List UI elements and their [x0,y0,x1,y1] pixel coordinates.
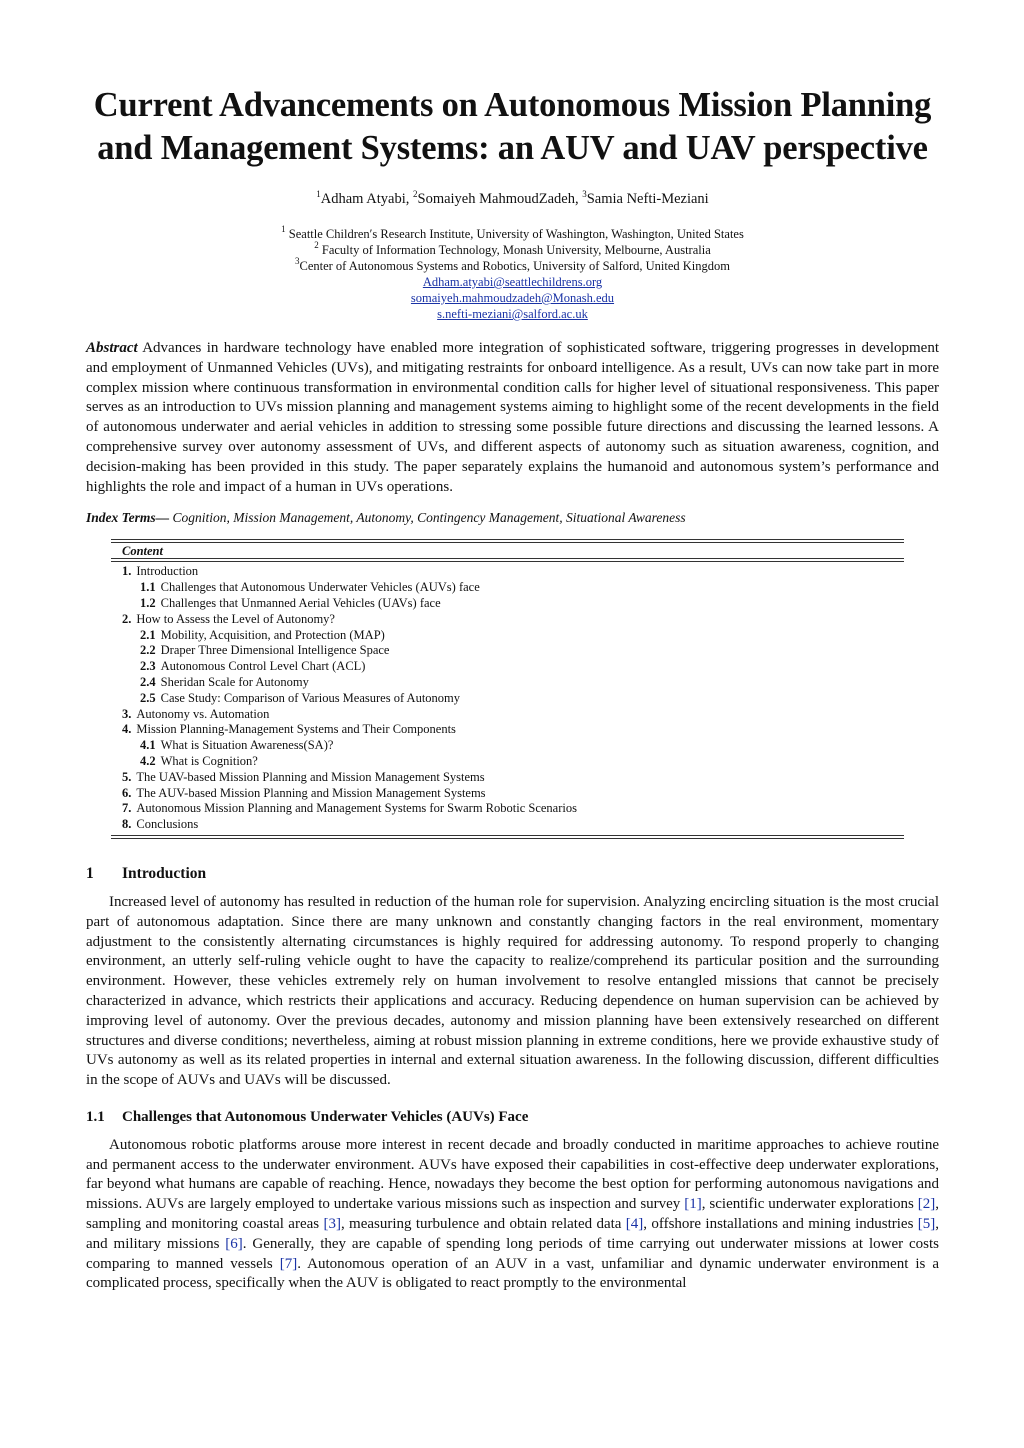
toc-item-label: Autonomous Control Level Chart (ACL) [160,659,366,674]
paragraph: Increased level of autonomy has resulted in reduction of the human role for supervision. Analyzing encircling situation is the most crucial part of autonomous adaptation. Since there are many unknown and constantly changing factors in the real environment, momentary adjustment to the consistently alternating circumstances is highly required for addressing autonomy. To respond properly to changing environment, an utterly self-ruling vehicle ought to have the capacity to realize/comprehend its particular position and the surrounding environment. However, these vehicles extremely rely on human involvement to resolve entangled missions that cannot be precisely characterized in advance, which restricts their applications and accuracy. Reducing dependence on human supervision can be achieved by improving level of autonomy. Over the previous decades, autonomy and mission planning have been extensively researched on different structures and diverse conditions; nevertheless, aiming at robust mission planning in extreme conditions, here we provide exhaustive study of UVs autonomy as well as its related properties in internal and external situation awareness. In the following discussion, different difficulties in the scope of AUVs and UAVs will be discussed. [86,893,939,1089]
paragraph [86,1136,939,1294]
toc-item-label: Introduction [136,564,199,579]
toc-item[interactable] [111,564,904,580]
subsection-heading [86,1107,939,1127]
toc-item-label: Case Study: Comparison of Various Measures of Autonomy [160,690,461,705]
toc-item-number: 4. [122,722,132,737]
toc-item-number: 2.4 [140,674,156,689]
toc-list [111,562,904,835]
toc-item-label: Sheridan Scale for Autonomy [160,674,309,689]
email-link-3[interactable]: s.nefti-meziani@salford.ac.uk [437,307,588,321]
toc-item-number: 8. [122,817,132,832]
toc-item-number: 2.2 [140,643,156,658]
toc-item-number: 5. [122,769,132,784]
citation-link[interactable]: [6] [225,1235,243,1252]
toc-item-number: 7. [122,801,132,816]
toc-item[interactable] [111,770,904,786]
toc-item[interactable] [111,580,904,596]
author-list [86,190,939,208]
toc-item-label: What is Cognition? [160,753,258,768]
abstract-text: Advances in hardware technology have enabled more integration of sophisticated software, triggering progresses in development and employment of Unmanned Vehicles (UVs), and mitigating restraints for onboard intelligence. As a result, UVs can now take part in more complex mission where continuous transformation in environmental condition calls for higher level of situational responsiveness. This paper serves as an introduction to UVs mission planning and management systems aiming to highlight some of the recent developments in the field of autonomous underwater and aerial vehicles in addition to stressing some possible future directions and discussing the learned lessons. A comprehensive survey over autonomy assessment of UVs, and different aspects of autonomy such as situation awareness, cognition, and decision-making has been provided in this study. The paper separately explains the humanoid and autonomous system’s performance and highlights the role and impact of a human in UVs operations. [86,340,939,495]
toc-item[interactable] [111,691,904,707]
affiliation-3 [86,258,939,274]
toc-item[interactable] [111,675,904,691]
author-sup: 3 [582,189,587,199]
toc-item-number: 3. [122,706,132,721]
index-terms-label: Index Terms— [86,510,170,526]
text-run: . Generally, they are capable of spending long periods of time carrying out underwater missions at lower costs comparing to manned vessels [86,1235,939,1272]
affiliation-text: Faculty of Information Technology, Monash University, Melbourne, Australia [318,243,711,257]
toc-item-number: 6. [122,785,132,800]
toc-item[interactable] [111,643,904,659]
toc-item-label: Conclusions [136,817,199,832]
citation-link[interactable]: [1] [684,1196,702,1213]
toc-item-label: Mission Planning-Management Systems and Their Components [136,722,456,737]
affiliation-sup: 2 [314,240,319,250]
table-of-contents [111,539,904,839]
text-run: , scientific underwater explorations [701,1196,918,1213]
paper-title: Current Advancements on Autonomous Mission Planning and Management Systems: an AUV and UAV perspective [93,86,932,167]
abstract [86,339,939,497]
author-sup: 2 [413,189,418,199]
text-run: . Autonomous operation of an AUV in a vast, unfamiliar and dynamic underwater environment is a complicated process, specifically when the AUV is obligated to react promptly to the environmental [86,1255,939,1292]
toc-item[interactable] [111,801,904,817]
toc-heading: Content [122,544,163,559]
author-2 [413,191,582,207]
paper-page [86,0,939,1294]
toc-item-label: Draper Three Dimensional Intelligence Space [160,643,390,658]
index-terms [86,509,939,527]
toc-item[interactable] [111,786,904,802]
toc-item-number: 4.2 [140,753,156,768]
toc-item-label: What is Situation Awareness(SA)? [160,738,334,753]
affiliation-2 [86,242,939,258]
affiliation-sup: 3 [294,256,300,266]
citation-link[interactable]: [2] [917,1196,936,1213]
author-1 [316,191,413,207]
affiliations [86,226,939,322]
affiliation-sup: 1 [281,224,286,234]
author-name: Adham Atyabi, [320,191,413,207]
section-title: Introduction [122,864,207,882]
affiliation-text: Center of Autonomous Systems and Robotics, University of Salford, United Kingdom [299,259,731,273]
citation-link[interactable]: [3] [323,1216,341,1233]
section-number: 1 [86,864,94,882]
email-link-1[interactable]: Adham.atyabi@seattlechildrens.org [422,275,603,289]
toc-item[interactable] [111,817,904,833]
toc-item-number: 1. [122,564,132,579]
text-run: , and military missions [86,1216,939,1252]
toc-item-label: The AUV-based Mission Planning and Mission Management Systems [136,785,486,800]
toc-item-number: 1.2 [140,595,156,610]
citation-link[interactable]: [7] [279,1255,298,1272]
toc-item-number: 4.1 [140,738,156,753]
subsection-number: 1.1 [86,1108,105,1125]
toc-item-number: 2.5 [140,690,156,705]
toc-item-number: 1.1 [140,580,156,595]
affiliation-text: Seattle Children′s Research Institute, University of Washington, Washington, United States [285,227,744,241]
toc-item-label: Mobility, Acquisition, and Protection (MAP) [160,627,385,642]
author-name: Somaiyeh MahmoudZadeh, [417,191,583,207]
toc-item[interactable] [111,738,904,754]
text-run: , measuring turbulence and obtain related data [340,1216,626,1233]
toc-item[interactable] [111,628,904,644]
toc-item[interactable] [111,754,904,770]
toc-bottom-rule [111,835,904,839]
text-run: , offshore installations and mining industries [643,1216,918,1233]
toc-item[interactable] [111,659,904,675]
text-run: , sampling and monitoring coastal areas [86,1196,939,1233]
toc-item-label: Autonomy vs. Automation [136,706,270,721]
toc-item-label: Challenges that Unmanned Aerial Vehicles (UAVs) face [160,595,441,610]
toc-item[interactable] [111,722,904,738]
toc-item-label: The UAV-based Mission Planning and Mission Management Systems [136,769,485,784]
email-link-2[interactable]: somaiyeh.mahmoudzadeh@Monash.edu [410,291,615,305]
section-heading [86,864,939,884]
toc-item[interactable] [111,612,904,628]
toc-item[interactable] [111,707,904,723]
citation-link[interactable]: [5] [917,1216,936,1233]
toc-item-label: How to Assess the Level of Autonomy? [136,611,335,626]
citation-link[interactable]: [4] [625,1216,644,1233]
author-name: Samia Nefti-Meziani [586,191,709,207]
toc-item[interactable] [111,596,904,612]
affiliation-1 [86,226,939,242]
author-sup: 1 [316,189,321,199]
toc-item-label: Challenges that Autonomous Underwater Vehicles (AUVs) face [160,580,480,595]
toc-item-label: Autonomous Mission Planning and Management Systems for Swarm Robotic Scenarios [136,801,577,816]
toc-item-number: 2.1 [140,627,156,642]
text-run: Autonomous robotic platforms arouse more interest in recent decade and broadly conducted in maritime approaches to achieve routine and permanent access to the underwater environment. AUVs have exposed their capabilities in cost-effective deep underwater explorations, far beyond what humans are capable of reaching. Hence, nowadays they become the best option for performing autonomous navigations and missions. AUVs are largely employed to undertake various missions such as inspection and survey [86,1136,939,1213]
author-3 [582,191,709,207]
toc-item-number: 2. [122,611,132,626]
toc-item-number: 2.3 [140,659,156,674]
subsection-title: Challenges that Autonomous Underwater Vehicles (AUVs) Face [122,1108,529,1125]
index-terms-text: Cognition, Mission Management, Autonomy, Contingency Management, Situational Awareness [169,510,686,526]
abstract-label: Abstract [86,340,138,356]
